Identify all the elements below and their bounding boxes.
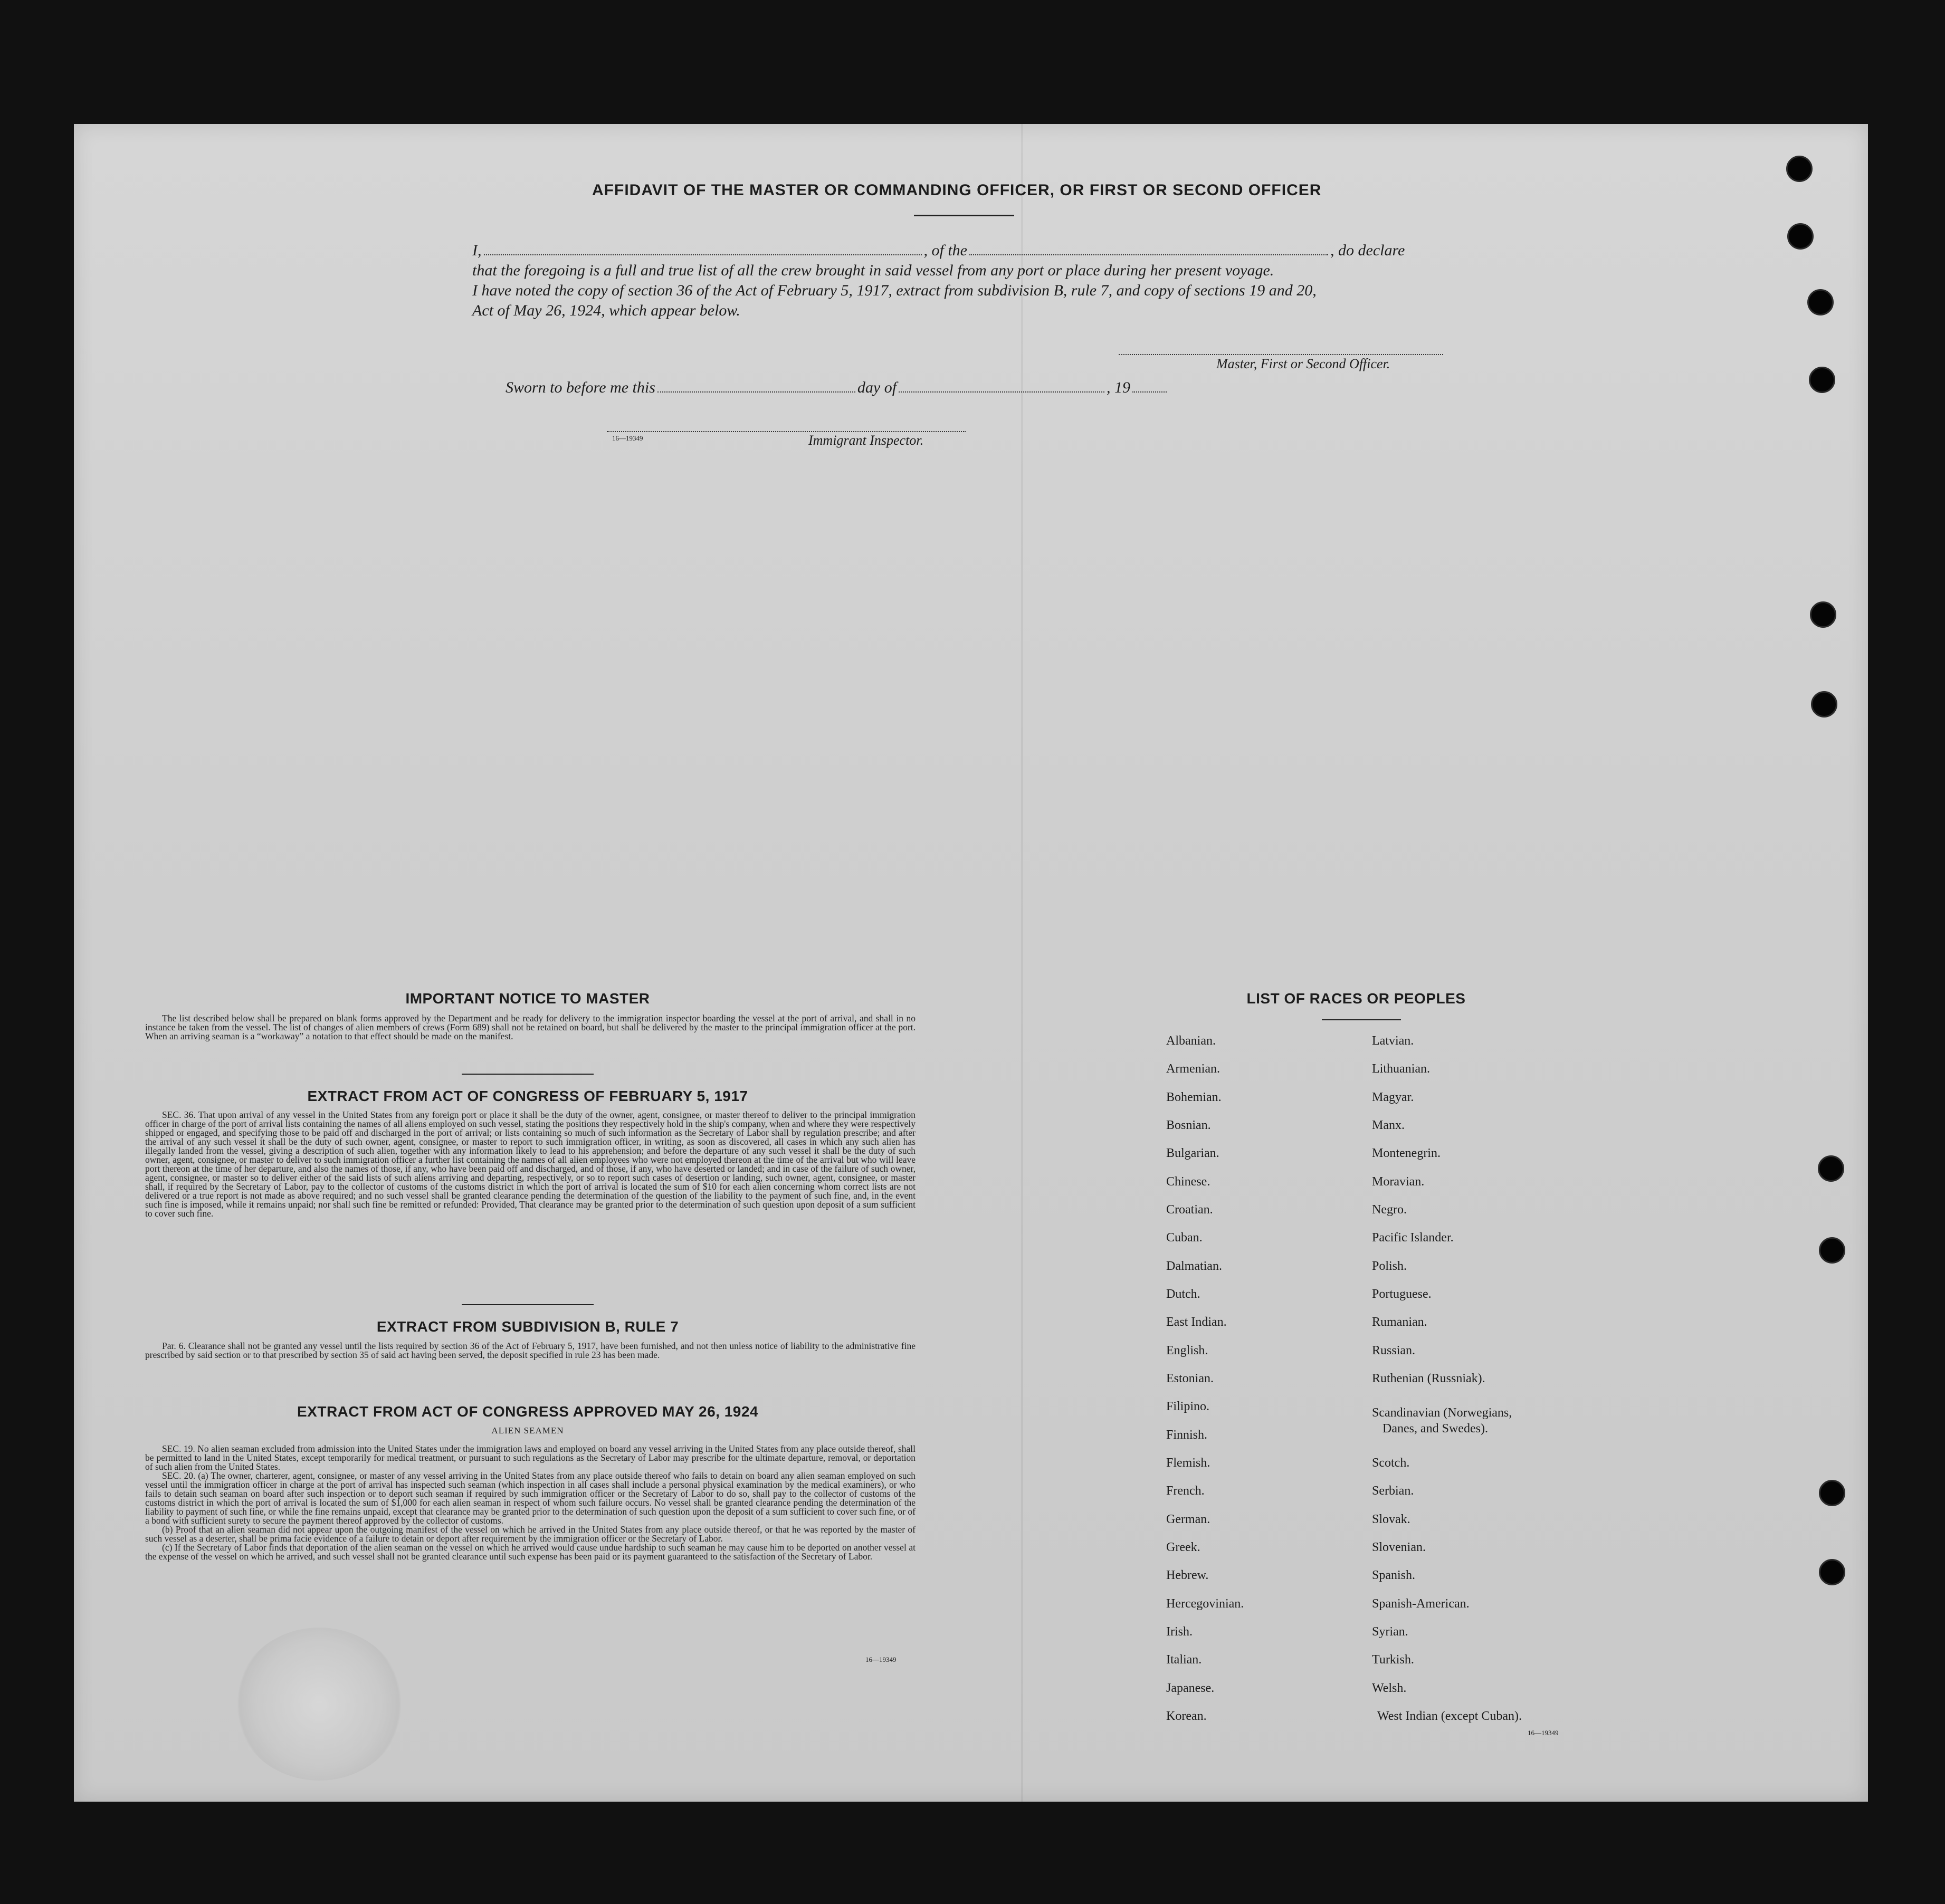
punch-hole-icon (1810, 601, 1836, 628)
extract-1924-body (145, 1444, 916, 1561)
notice-paragraph: The list described below shall be prepared on blank forms approved by the Department and be ready for delivery to the immigration inspector boarding the vessel at the port of arrival, and shall in no instance be taken from the vessel. The list of changes of alien members of crews (Form 689) shall not be retained on board, but shall be delivered by the master to the principal immigration officer at the port. When an arriving seaman is a “workaway” a notation to that effect should be made on the manifest. (145, 1013, 916, 1041)
punch-hole-icon (1819, 1480, 1845, 1506)
affidavit-title: AFFIDAVIT OF THE MASTER OR COMMANDING OFFICER, OR FIRST OR SECOND OFFICER (592, 181, 1322, 199)
extract-1917-body (145, 1111, 916, 1218)
race-item: Slovak. (1372, 1513, 1410, 1526)
affidavit-i: I, (472, 242, 482, 259)
race-item: Greek. (1166, 1541, 1200, 1554)
affidavit-do-declare: , do declare (1330, 242, 1405, 259)
embossed-seal-icon (235, 1628, 404, 1781)
affidavit-of-the: , of the (923, 242, 967, 259)
race-item: Welsh. (1372, 1681, 1407, 1695)
sworn-year: , 19 (1107, 379, 1131, 396)
extract-rule7-body (145, 1342, 916, 1360)
divider (462, 1304, 594, 1305)
race-item: Lithuanian. (1372, 1062, 1430, 1076)
race-item: Moravian. (1372, 1175, 1425, 1189)
race-item: Ruthenian (Russniak). (1372, 1372, 1485, 1385)
sec-20b-paragraph: (b) Proof that an alien seaman did not appear upon the outgoing manifest of the vessel on which he arrived in the United States from any place outside thereof, or that he was reported by the master of such vessel as a deserter, shall be prima facie evidence of a failure to detain or deport after requirement by the immigration officer or the Secretary of Labor. (145, 1524, 916, 1544)
sworn-year-blank (1132, 391, 1167, 393)
races-title: LIST OF RACES OR PEOPLES (1246, 990, 1466, 1007)
inspector-label: Immigrant Inspector. (808, 433, 924, 448)
race-item-continued: Danes, and Swedes). (1383, 1422, 1488, 1436)
race-item: Polish. (1372, 1259, 1407, 1273)
punch-hole-icon (1807, 289, 1834, 315)
race-item: Estonian. (1166, 1372, 1214, 1385)
extract-rule7-title: EXTRACT FROM SUBDIVISION B, RULE 7 (376, 1318, 679, 1335)
extract-1917-title: EXTRACT FROM ACT OF CONGRESS OF FEBRUARY 5, 1917 (307, 1088, 748, 1104)
race-item: Cuban. (1166, 1231, 1203, 1245)
sworn-day-of: day of (857, 379, 897, 396)
sworn-prefix: Sworn to before me this (506, 379, 655, 396)
notice-body (145, 1014, 916, 1041)
race-item: Irish. (1166, 1625, 1193, 1639)
sworn-month-blank (899, 391, 1104, 393)
race-item: Negro. (1372, 1203, 1407, 1217)
race-item: Russian. (1372, 1344, 1416, 1357)
race-item: Hebrew. (1166, 1568, 1209, 1582)
punch-hole-icon (1787, 223, 1814, 250)
race-item: Dutch. (1166, 1287, 1200, 1301)
signature-label: Master, First or Second Officer. (1216, 356, 1390, 371)
race-item: Korean. (1166, 1709, 1207, 1723)
race-item: East Indian. (1166, 1315, 1227, 1329)
race-item: Turkish. (1372, 1653, 1414, 1667)
race-item: Latvian. (1372, 1034, 1414, 1048)
race-item: Italian. (1166, 1653, 1202, 1667)
inspector-line (607, 431, 966, 432)
race-item: Finnish. (1166, 1428, 1208, 1442)
race-item: Bohemian. (1166, 1090, 1222, 1104)
race-item: Croatian. (1166, 1203, 1213, 1217)
affidavit-line-3: I have noted the copy of section 36 of the Act of February 5, 1917, extract from subdivision B, rule 7, and copy of sections 19 and 20, (472, 282, 1317, 299)
punch-hole-icon (1809, 367, 1835, 393)
race-item: West Indian (except Cuban). (1377, 1709, 1522, 1723)
alien-seamen-subtitle: ALIEN SEAMEN (491, 1425, 564, 1436)
race-item: Flemish. (1166, 1456, 1210, 1470)
form-number-left: 16—19349 (865, 1656, 897, 1663)
race-item: Syrian. (1372, 1625, 1408, 1639)
vessel-blank (969, 254, 1328, 255)
affidavit-line-4: Act of May 26, 1924, which appear below. (472, 302, 740, 319)
race-item: French. (1166, 1484, 1205, 1498)
race-item: Spanish. (1372, 1568, 1416, 1582)
par-6-paragraph: Par. 6. Clearance shall not be granted any vessel until the lists required by section 36 of the Act of February 5, 1917, have been furnished, and not then unless notice of liability to the administrative fine prescribed by said section or to that prescribed by section 35 of said act having been served, the deposit specified in rule 23 has been made. (145, 1341, 916, 1360)
race-item: Dalmatian. (1166, 1259, 1222, 1273)
race-item: Armenian. (1166, 1062, 1220, 1076)
affidavit-line-2: that the foregoing is a full and true list of all the crew brought in said vessel from any port or place during her present voyage. (472, 262, 1274, 279)
race-item: Manx. (1372, 1118, 1405, 1132)
race-item: Scandinavian (Norwegians, (1372, 1406, 1512, 1420)
race-item: Rumanian. (1372, 1315, 1427, 1329)
race-item: Spanish-American. (1372, 1597, 1470, 1611)
race-item: English. (1166, 1344, 1208, 1357)
race-item: Hercegovinian. (1166, 1597, 1244, 1611)
sec-20a-paragraph: SEC. 20. (a) The owner, charterer, agent, consignee, or master of any vessel arriving in the United States from any place outside thereof who fails to detain on board any alien seaman employed on such vessel until the immigration officer in charge at the port of arrival has inspected such seaman (which inspection in all cases shall include a personal physical examination by the medical examiners), or who fails to detain such seaman on board after such inspection or to deport such seaman if required by such immigration officer or the Secretary of Labor to do so, shall pay to the collector of customs of the customs district in which the port of arrival is located the sum of $1,000 for each alien seaman in respect of whom such failure occurs. No vessel shall be granted clearance pending the determination of the liability to payment of such fine, or while the fine remains unpaid, except that clearance may be granted prior to the determination of such question upon the deposit of a sum sufficient to cover such fine, or of a bond with sufficient surety to secure the payment thereof approved by the collector of customs. (145, 1470, 916, 1526)
form-number-right: 16—19349 (1528, 1729, 1559, 1737)
name-blank (484, 254, 922, 255)
race-item: Scotch. (1372, 1456, 1410, 1470)
races-divider (1322, 1019, 1401, 1020)
notice-title: IMPORTANT NOTICE TO MASTER (405, 990, 650, 1007)
signature-line (1119, 354, 1443, 355)
title-divider (914, 215, 1014, 216)
race-item: Serbian. (1372, 1484, 1414, 1498)
divider (462, 1074, 594, 1075)
punch-hole-icon (1786, 156, 1813, 182)
sec-20c-paragraph: (c) If the Secretary of Labor finds that deportation of the alien seaman on the vessel on which he arrived would cause undue hardship to such seaman he may cause him to be deported on another vessel at the expense of the vessel on which he arrived, and such vessel shall not be granted clearance until such expense has been paid or its payment guaranteed to the satisfaction of the Secretary of Labor. (145, 1542, 916, 1562)
sec-36-paragraph: SEC. 36. That upon arrival of any vessel in the United States from any foreign port or place it shall be the duty of the owner, agent, consignee, or master thereof to deliver to the principal immigration officer in charge of the port of arrival lists containing the names of all aliens employed on such vessel, stating the positions they respectively hold in the ship's company, when and where they were respectively shipped or engaged, and specifying those to be paid off and discharged in the port of arrival; or lists containing so much of such information as the Secretary of Labor shall by regulation prescribe; and after the arrival of any such vessel it shall be the duty of such owner, agent, consignee, or master to report to such immigration officer, in writing, as soon as discovered, all cases in which any such alien has illegally landed from the vessel, giving a description of such alien, together with any information likely to lead to his apprehension; and before the departure of any such vessel it shall be the duty of such owner, agent, consignee, or master to deliver to such immigration officer a further list containing the names of all alien employees who were not employed thereon at the time of the arrival but who will leave port thereon at the time of her departure, and also the names of those, if any, who have been paid off and discharged, and of those, if any, who have deserted or landed; and in case of the failure of such owner, agent, consignee, or master so to deliver either of the said lists of such aliens arriving and departing, respectively, or so to report such cases of desertion or landing, such owner, agent, consignee, or master shall, if required by the Secretary of Labor, pay to the collector of customs of the customs district in which the port of arrival is located the sum of $10 for each alien concerning whom correct lists are not delivered or a true report is not made as above required; and no such vessel shall be granted clearance pending the determination of the question of the liability to the payment of such fine, and, in the event such fine is imposed, while it remains unpaid; nor shall such fine be remitted or refunded: Provided, That clearance may be granted prior to the determination of such question upon deposit of a sum sufficient to cover such fine. (145, 1109, 916, 1219)
race-item: Bosnian. (1166, 1118, 1211, 1132)
sworn-day-blank (657, 391, 855, 393)
race-item: Portuguese. (1372, 1287, 1432, 1301)
punch-hole-icon (1811, 691, 1837, 717)
race-item: Magyar. (1372, 1090, 1414, 1104)
race-item: Montenegrin. (1372, 1146, 1441, 1160)
race-item: German. (1166, 1513, 1210, 1526)
race-item: Japanese. (1166, 1681, 1215, 1695)
extract-1924-title: EXTRACT FROM ACT OF CONGRESS APPROVED MAY 26, 1924 (297, 1403, 758, 1420)
race-item: Pacific Islander. (1372, 1231, 1454, 1245)
punch-hole-icon (1819, 1237, 1845, 1264)
sec-19-paragraph: SEC. 19. No alien seaman excluded from admission into the United States under the immigration laws and employed on board any vessel arriving in the United States from any place outside thereof, shall be permitted to land in the United States, except temporarily for medical treatment, or pursuant to such regulations as the Secretary of Labor may prescribe for the ultimate departure, removal, or deportation of such alien from the United States. (145, 1443, 916, 1472)
punch-hole-icon (1819, 1559, 1845, 1585)
race-item: Albanian. (1166, 1034, 1216, 1048)
punch-hole-icon (1818, 1155, 1844, 1182)
page-fold (1021, 124, 1023, 1802)
sworn-line (506, 379, 1169, 397)
race-item: Bulgarian. (1166, 1146, 1219, 1160)
affidavit-line-1 (472, 242, 1405, 260)
race-item: Chinese. (1166, 1175, 1210, 1189)
form-number-top: 16—19349 (612, 434, 643, 442)
race-item: Slovenian. (1372, 1541, 1426, 1554)
race-item: Filipino. (1166, 1400, 1210, 1413)
